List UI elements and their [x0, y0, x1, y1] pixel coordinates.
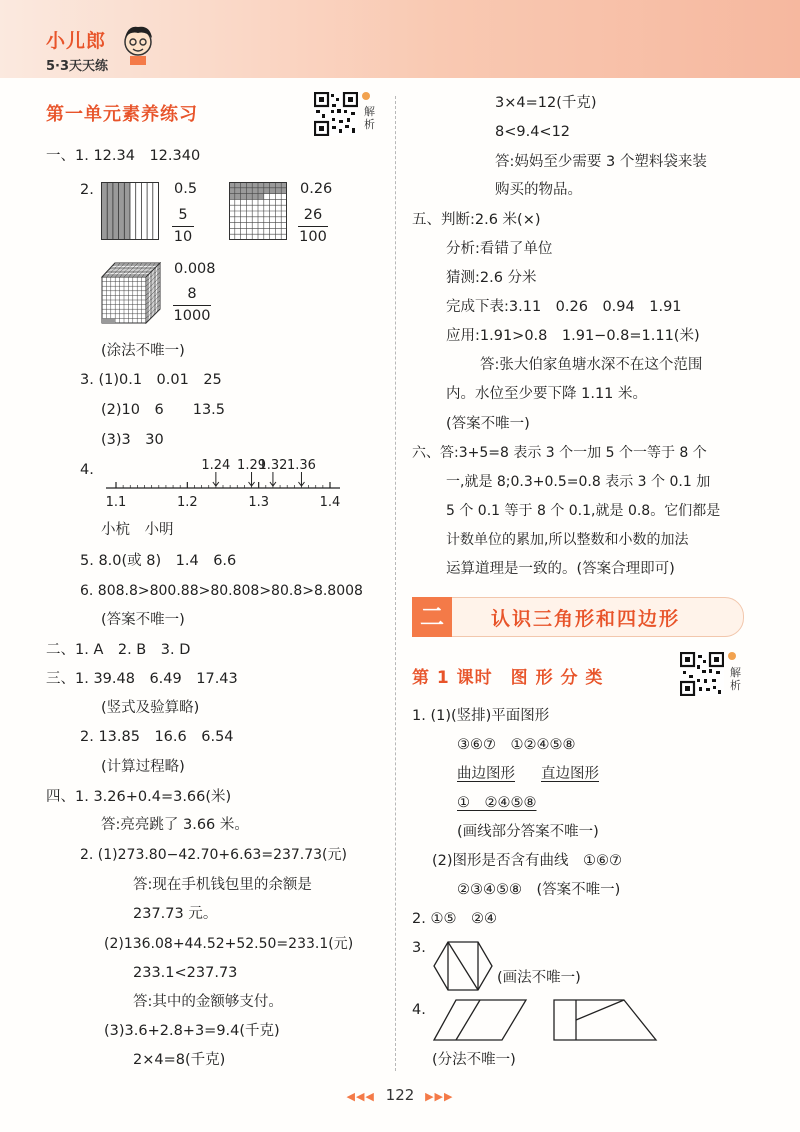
answer-line: (答案不唯一)	[101, 612, 185, 628]
answer-line: 曲边图形	[457, 766, 515, 782]
answer-line: 一、1. 12.34 12.340	[46, 148, 201, 164]
unit-banner	[412, 597, 744, 637]
answer-line: (涂法不唯一)	[101, 343, 185, 359]
answer-line: 2. ①⑤ ②④	[412, 911, 497, 927]
answer-line: 5. 8.0(或 8) 1.4 6.6	[80, 553, 237, 569]
fraction	[172, 206, 194, 247]
answer-line: (3)3.6+2.8+3=9.4(千克)	[104, 1023, 280, 1039]
column-divider	[395, 96, 396, 1071]
page-footer	[0, 1086, 800, 1104]
answer-line: (画线部分答案不唯一)	[457, 824, 599, 840]
answer-line: 应用:1.91>0.8 1.91−0.8=1.11(米)	[446, 328, 700, 344]
fraction-bar	[298, 226, 328, 227]
answer-line: 8<9.4<12	[495, 124, 571, 140]
answer-line: (2)图形是否含有曲线 ①⑥⑦	[432, 853, 623, 869]
answer-line: 六、答:3+5=8 表示 3 个一加 5 个一等于 8 个	[412, 445, 707, 461]
mascot-icon	[118, 22, 158, 66]
denominator: 100	[299, 229, 327, 245]
decimal-value: 0.26	[300, 181, 333, 197]
parallelogram-figure	[432, 998, 528, 1042]
unit-number: 二	[412, 597, 452, 637]
hexagon-figure	[432, 940, 494, 992]
answer-line: ②③④⑤⑧ (答案不唯一)	[457, 882, 621, 898]
answer-line: 猜测:2.6 分米	[446, 270, 537, 286]
fraction-bar	[173, 305, 211, 306]
hundredths-grid-figure	[229, 182, 287, 240]
qr-label: 解析	[730, 666, 741, 692]
qr-code-icon[interactable]	[680, 652, 724, 696]
answer-line: 答:妈妈至少需要 3 个塑料袋来装	[495, 154, 707, 170]
unit-title: 认识三角形和四边形	[491, 608, 681, 630]
tick-label: 1.1	[105, 495, 127, 510]
answer-line: 6. 808.8>800.88>80.808>80.8>8.8008	[80, 583, 363, 599]
value-arrow	[213, 472, 219, 486]
answer-line: (分法不唯一)	[432, 1052, 516, 1068]
value-label: 1.29	[237, 458, 267, 473]
thousandths-cube-figure	[101, 262, 161, 324]
answer-line: 一,就是 8;0.3+0.5=0.8 表示 3 个 0.1 加	[446, 474, 711, 490]
answer-line: 二、1. A 2. B 3. D	[46, 642, 191, 658]
answer-line: 237.73 元。	[133, 906, 218, 922]
answer-line: 答:其中的金额够支付。	[133, 994, 283, 1010]
answer-line: 分析:看错了单位	[446, 241, 553, 257]
answer-line: 3. (1)0.1 0.01 25	[80, 372, 222, 388]
lesson-heading: 第 1 课时 图 形 分 类	[412, 668, 604, 688]
answer-line: 完成下表:3.11 0.26 0.94 1.91	[446, 299, 682, 315]
answer-line: 三、1. 39.48 6.49 17.43	[46, 671, 238, 687]
next-arrows-icon: ▶▶▶	[425, 1090, 454, 1103]
answer-line: 答:亮亮跳了 3.66 米。	[101, 817, 249, 833]
number-line-figure	[104, 458, 348, 514]
answer-line: 内。水位至少要下降 1.11 米。	[446, 386, 648, 402]
answer-line: 4.	[412, 1002, 426, 1018]
answer-line: 直边图形	[541, 766, 599, 782]
answer-line: 4.	[80, 462, 94, 478]
answer-line: 答:张大伯家鱼塘水深不在这个范围	[480, 357, 703, 373]
denominator: 10	[173, 229, 193, 245]
trapezoid-figure	[552, 998, 658, 1042]
answer-line: (计算过程略)	[101, 759, 185, 775]
qr-label: 解析	[364, 105, 375, 131]
qr-code-icon[interactable]	[314, 92, 358, 136]
answer-line: (3)3 30	[101, 432, 164, 448]
answer-line: 233.1<237.73	[133, 965, 238, 981]
value-arrow	[270, 472, 276, 486]
answer-line: 小杭 小明	[101, 522, 174, 538]
play-icon	[362, 92, 370, 100]
denominator: 1000	[173, 308, 211, 324]
value-label: 1.32	[258, 458, 288, 473]
answer-line: 5 个 0.1 等于 8 个 0.1,就是 0.8。它们都是	[446, 503, 721, 519]
page-number: 122	[385, 1086, 415, 1104]
answer-line: 1. (1)(竖排)平面图形	[412, 708, 550, 724]
tick-label: 1.2	[176, 495, 198, 510]
answer-line: 四、1. 3.26+0.4=3.66(米)	[46, 789, 232, 805]
tenths-grid-figure	[101, 182, 159, 240]
decimal-value: 0.5	[174, 181, 198, 197]
brand-name: 小儿郎	[46, 30, 107, 52]
answer-line: 购买的物品。	[495, 182, 582, 198]
value-arrow	[249, 472, 255, 486]
answer-line: (答案不唯一)	[446, 416, 530, 432]
answer-line: 2×4=8(千克)	[133, 1052, 226, 1068]
answer-line: ③⑥⑦ ①②④⑤⑧	[457, 737, 576, 753]
answer-line: 3×4=12(千克)	[495, 95, 597, 111]
decimal-value: 0.008	[174, 261, 216, 277]
numerator: 26	[303, 207, 323, 223]
fraction	[298, 206, 328, 247]
answer-line: 3.	[412, 940, 426, 956]
answer-line: (竖式及验算略)	[101, 700, 200, 716]
play-icon	[728, 652, 736, 660]
fraction	[173, 285, 211, 326]
answer-line: 运算道理是一致的。(答案合理即可)	[446, 561, 675, 577]
answer-line: ① ②④⑤⑧	[457, 795, 537, 811]
numerator: 8	[187, 286, 197, 302]
answer-line: (2)136.08+44.52+52.50=233.1(元)	[104, 936, 354, 952]
tick-label: 1.4	[319, 495, 341, 510]
value-label: 1.24	[201, 458, 231, 473]
answer-line: (画法不唯一)	[497, 970, 581, 986]
answer-line: 2. 13.85 16.6 6.54	[80, 729, 234, 745]
value-arrow	[298, 472, 304, 486]
brand-logo	[46, 26, 108, 74]
answer-line: 五、判断:2.6 米(×)	[412, 212, 541, 228]
answer-line: 2. (1)273.80−42.70+6.63=237.73(元)	[80, 847, 347, 863]
prev-arrows-icon: ◀◀◀	[346, 1090, 375, 1103]
fraction-bar	[172, 226, 194, 227]
answer-line: 2.	[80, 182, 94, 198]
series-name: 5·3天天练	[46, 59, 109, 74]
tick-label: 1.3	[248, 495, 270, 510]
value-label: 1.36	[286, 458, 316, 473]
answer-line: 答:现在手机钱包里的余额是	[133, 877, 312, 893]
numerator: 5	[178, 207, 188, 223]
answer-line: (2)10 6 13.5	[101, 402, 226, 418]
answer-line: 计数单位的累加,所以整数和小数的加法	[446, 532, 689, 548]
section-heading: 第一单元素养练习	[46, 104, 198, 125]
